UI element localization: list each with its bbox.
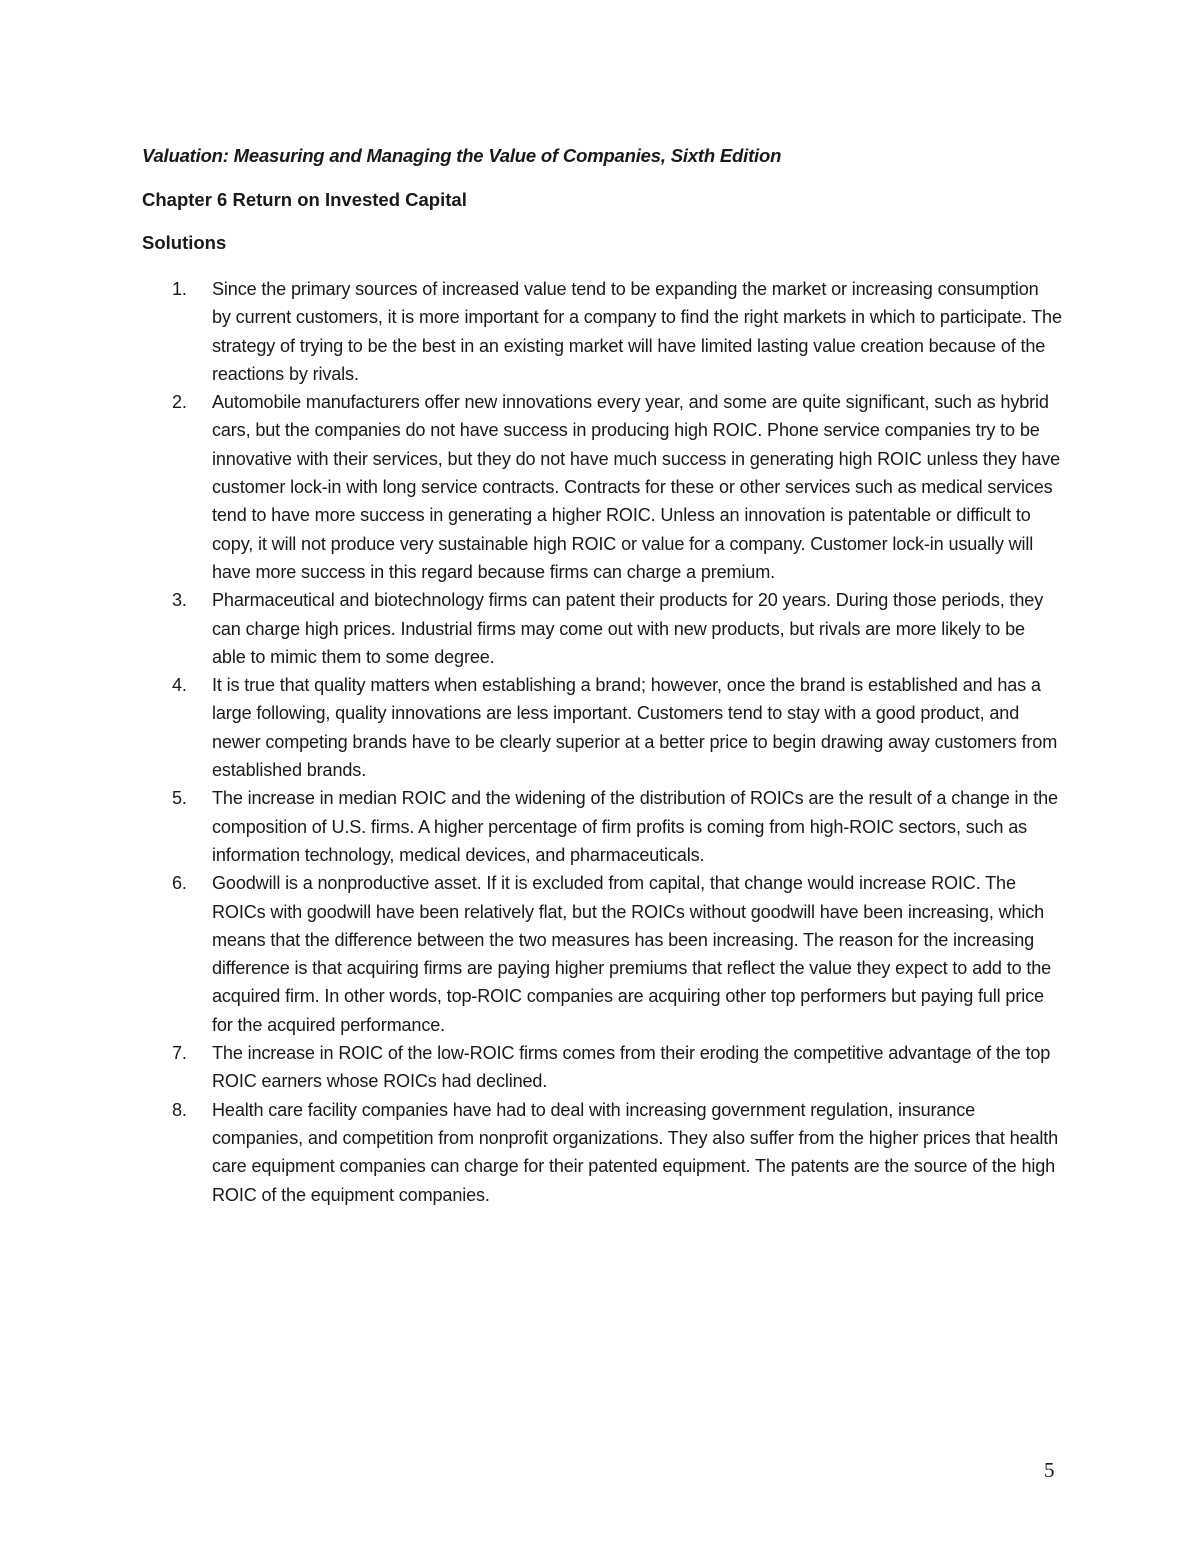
answer-item — [142, 1039, 1062, 1096]
answer-item — [142, 1096, 1062, 1209]
answer-item — [142, 586, 1062, 671]
answer-item — [142, 784, 1062, 869]
answer-text: It is true that quality matters when establishing a brand; however, once the brand is established and has a large following, quality innovations are less important. Customers tend to stay with a good product, and newer competing brands have to be clearly superior at a better price to begin drawing away customers from established brands. — [212, 675, 1058, 781]
answer-text: The increase in median ROIC and the widening of the distribution of ROICs are the result of a change in the composition of U.S. firms. A higher percentage of firm profits is coming from high-ROIC sectors, such as information technology, medical devices, and pharmaceuticals. — [212, 788, 1058, 865]
answer-item — [142, 869, 1062, 1039]
book-title: Valuation: Measuring and Managing the Value of Companies, Sixth Edition — [142, 145, 782, 166]
answer-text: Health care facility companies have had to deal with increasing government regulation, insurance companies, and competition from nonprofit organizations. They also suffer from the higher prices that health care equipment companies can charge for their patented equipment. The patents are the source of the high ROIC of the equipment companies. — [212, 1099, 1059, 1205]
answer-text: Pharmaceutical and biotechnology firms can patent their products for 20 years. During those periods, they can charge high prices. Industrial firms may come out with new products, but rivals are more likely to be able to mimic them to some degree. — [212, 590, 1044, 667]
answer-item — [142, 388, 1062, 586]
answer-text: Since the primary sources of increased value tend to be expanding the market or increasing consumption by current customers, it is more important for a company to find the right markets in which to participate. The strategy of trying to be the best in an existing market will have limited lasting value creation because of the reactions by rivals. — [212, 279, 1062, 384]
answer-number: 4. — [172, 675, 187, 696]
answer-number: 7. — [172, 1043, 187, 1064]
answer-number: 1. — [172, 279, 187, 299]
answer-item — [142, 671, 1062, 784]
answer-text: The increase in ROIC of the low-ROIC firms comes from their eroding the competitive advantage of the top ROIC earners whose ROICs had declined. — [212, 1043, 1051, 1092]
answer-item — [142, 275, 1062, 388]
answers-list — [142, 275, 1062, 1209]
chapter-heading: Chapter 6 Return on Invested Capital — [142, 189, 467, 210]
answer-number: 2. — [172, 392, 187, 413]
page-number: 5 — [1044, 1458, 1055, 1482]
answer-number: 8. — [172, 1099, 187, 1120]
answer-text: Automobile manufacturers offer new innovations every year, and some are quite significant, such as hybrid cars, but the companies do not have success in producing high ROIC. Phone service companies try to be innovative with their services, but they do not have much success in generating high ROIC unless they have customer lock-in with long service contracts. Contracts for these or other services such as medical services tend to have more success in generating a higher ROIC. Unless an innovation is patentable or difficult to copy, it will not produce very sustainable high ROIC or value for a company. Customer lock-in usually will have more success in this regard because firms can charge a premium. — [212, 392, 1061, 582]
answer-number: 5. — [172, 788, 187, 809]
answer-number: 3. — [172, 590, 187, 611]
answer-number: 6. — [172, 873, 187, 894]
solutions-heading: Solutions — [142, 232, 227, 253]
answer-text: Goodwill is a nonproductive asset. If it is excluded from capital, that change would increase ROIC. The ROICs with goodwill have been relatively flat, but the ROICs without goodwill have been increasing, which means that the difference between the two measures has been increasing. The reason for the increasing difference is that acquiring firms are paying higher premiums that reflect the value they expect to add to the acquired firm. In other words, top-ROIC companies are acquiring other top performers but paying full price for the acquired performance. — [212, 873, 1052, 1035]
